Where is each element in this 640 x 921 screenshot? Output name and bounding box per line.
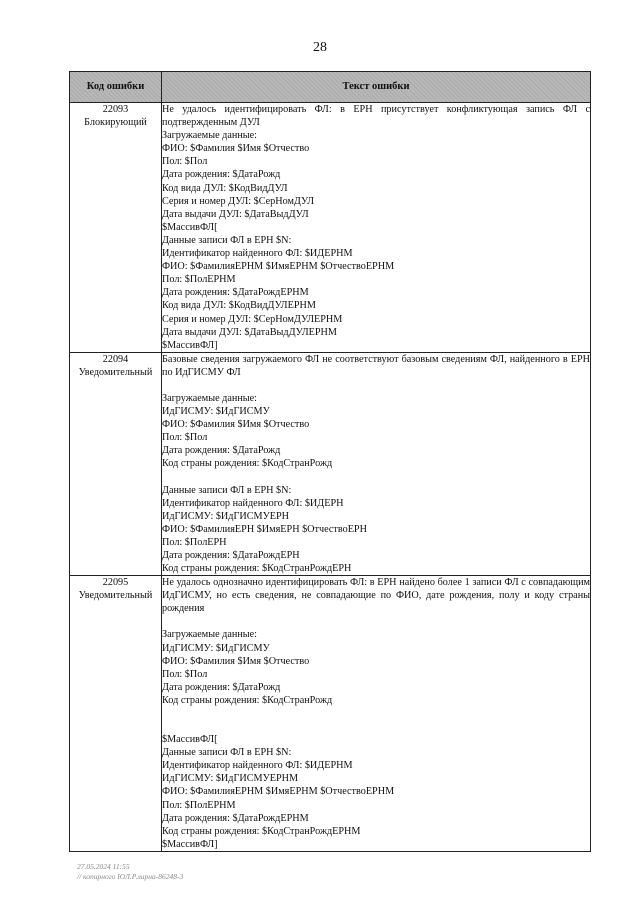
error-text-line: Данные записи ФЛ в ЕРН $N:: [162, 484, 292, 496]
error-text-line: Идентификатор найденного ФЛ: $ИДЕРНМ: [162, 248, 353, 260]
error-text-line: ФИО: $Фамилия $Имя $Отчество: [162, 655, 310, 667]
error-text-line: ФИО: $Фамилия $Имя $Отчество: [162, 419, 310, 431]
error-text-line: ФИО: $ФамилияЕРН $ИмяЕРН $ОтчествоЕРН: [162, 523, 367, 535]
error-text-line: Пол: $ПолЕРНМ: [162, 274, 236, 286]
error-text-line: ФИО: $ФамилияЕРНМ $ИмяЕРНМ $ОтчествоЕРНМ: [162, 261, 395, 273]
error-text-line: Дата рождения: $ДатаРождЕРН: [162, 550, 300, 561]
error-text-line: Пол: $Пол: [162, 668, 208, 680]
error-text-line: Серия и номер ДУЛ: $СерНомДУЛ: [162, 195, 314, 207]
error-level: Блокирующий: [84, 117, 147, 129]
error-text-line: Пол: $ПолЕРНМ: [162, 799, 236, 811]
error-text-line: Данные записи ФЛ в ЕРН $N:: [162, 234, 292, 246]
error-text-line: Загружаемые данные:: [162, 130, 257, 142]
error-text-line: Идентификатор найденного ФЛ: $ИДЕРНМ: [162, 760, 353, 772]
error-text-line: Дата рождения: $ДатаРожд: [162, 169, 281, 181]
error-text-line: Пол: $ПолЕРН: [162, 536, 227, 548]
error-text-line: ИдГИСМУ: $ИдГИСМУЕРН: [162, 510, 290, 522]
table-row: [70, 103, 591, 353]
error-text-line: Дата выдачи ДУЛ: $ДатаВыдДУЛ: [162, 208, 309, 220]
error-text-line: Дата рождения: $ДатаРождЕРНМ: [162, 812, 309, 824]
error-text-line: ФИО: $Фамилия $Имя $Отчество: [162, 143, 310, 155]
error-code: 22095: [102, 577, 129, 589]
error-text-line: Код вида ДУЛ: $КодВидДУЛ: [162, 182, 288, 194]
error-text-line: Код страны рождения: $КодСтранРожд: [162, 458, 333, 470]
error-text-line: Загружаемые данные:: [162, 629, 257, 641]
error-text-line: Пол: $Пол: [162, 432, 208, 444]
error-code-cell: [70, 103, 162, 353]
page-number: 28: [313, 40, 327, 55]
footer-timestamp: 27.05.2024 11:55: [77, 862, 130, 871]
error-text-line: Дата рождения: $ДатаРожд: [162, 681, 281, 693]
error-text-cell: [162, 576, 591, 852]
error-text-line: Дата рождения: $ДатаРождЕРНМ: [162, 287, 309, 299]
error-text-line: $МассивФЛ[: [162, 221, 218, 233]
error-description: Не удалось идентифицировать ФЛ: в ЕРН присутствует конфликтующая запись ФЛ с подтвержденным ДУЛ: [162, 104, 590, 129]
error-level: Уведомительный: [78, 590, 153, 602]
error-text-line: $МассивФЛ[: [162, 734, 218, 746]
header-error-text: Текст ошибки: [162, 72, 591, 103]
table-row: [70, 576, 591, 852]
blank-line: [162, 379, 590, 392]
error-text-line: Загружаемые данные:: [162, 392, 257, 404]
error-text-line: ИдГИСМУ: $ИдГИСМУЕРНМ: [162, 773, 299, 785]
error-text-line: Код страны рождения: $КодСтранРождЕРНМ: [162, 825, 361, 837]
error-code: 22093: [102, 104, 129, 115]
header-error-code: Код ошибки: [70, 72, 162, 103]
error-text-line: Дата выдачи ДУЛ: $ДатаВыдДУЛЕРНМ: [162, 326, 337, 338]
table-header-row: [70, 72, 591, 103]
error-text-line: $МассивФЛ]: [162, 838, 218, 850]
blank-line: [162, 707, 590, 720]
error-text-line: Данные записи ФЛ в ЕРН $N:: [162, 747, 292, 759]
error-text-cell: [162, 103, 591, 353]
table-body: [70, 103, 591, 852]
blank-line: [162, 615, 590, 628]
error-text-cell: [162, 352, 591, 575]
error-code-cell: [70, 352, 162, 575]
footer-stamp: [77, 862, 183, 882]
error-code: 22094: [102, 353, 129, 365]
footer-copy-note: // копирного ЮЛ.Р.лирна-86248-3: [77, 872, 184, 881]
error-text-line: $МассивФЛ]: [162, 339, 218, 351]
table-row: [70, 352, 591, 575]
error-text-line: Серия и номер ДУЛ: $СерНомДУЛЕРНМ: [162, 313, 343, 325]
error-text-line: Пол: $Пол: [162, 156, 208, 168]
error-description: Базовые сведения загружаемого ФЛ не соответствуют базовым сведениям ФЛ, найденного в ЕРН по ИдГИСМУ ФЛ: [162, 353, 590, 378]
error-description: Не удалось однозначно идентифицировать ФЛ: в ЕРН найдено более 1 записи ФЛ с совпадающим ИдГИСМУ, но есть сведения, не совпадающие по ФИО, дате рождения, полу и коду страны рождения: [162, 577, 590, 615]
error-text-line: ФИО: $ФамилияЕРНМ $ИмяЕРНМ $ОтчествоЕРНМ: [162, 786, 395, 798]
error-text-line: Код вида ДУЛ: $КодВидДУЛЕРНМ: [162, 300, 316, 312]
error-level: Уведомительный: [78, 366, 153, 378]
error-text-line: ИдГИСМУ: $ИдГИСМУ: [162, 406, 270, 418]
error-text-line: Дата рождения: $ДатаРожд: [162, 445, 281, 457]
blank-line: [162, 720, 590, 733]
blank-line: [162, 471, 590, 484]
error-text-line: Код страны рождения: $КодСтранРожд: [162, 694, 333, 706]
error-text-line: Идентификатор найденного ФЛ: $ИДЕРН: [162, 497, 344, 509]
error-text-line: ИдГИСМУ: $ИдГИСМУ: [162, 642, 270, 654]
error-table: [69, 71, 591, 852]
error-text-line: Код страны рождения: $КодСтранРождЕРН: [162, 563, 352, 575]
error-code-cell: [70, 576, 162, 852]
